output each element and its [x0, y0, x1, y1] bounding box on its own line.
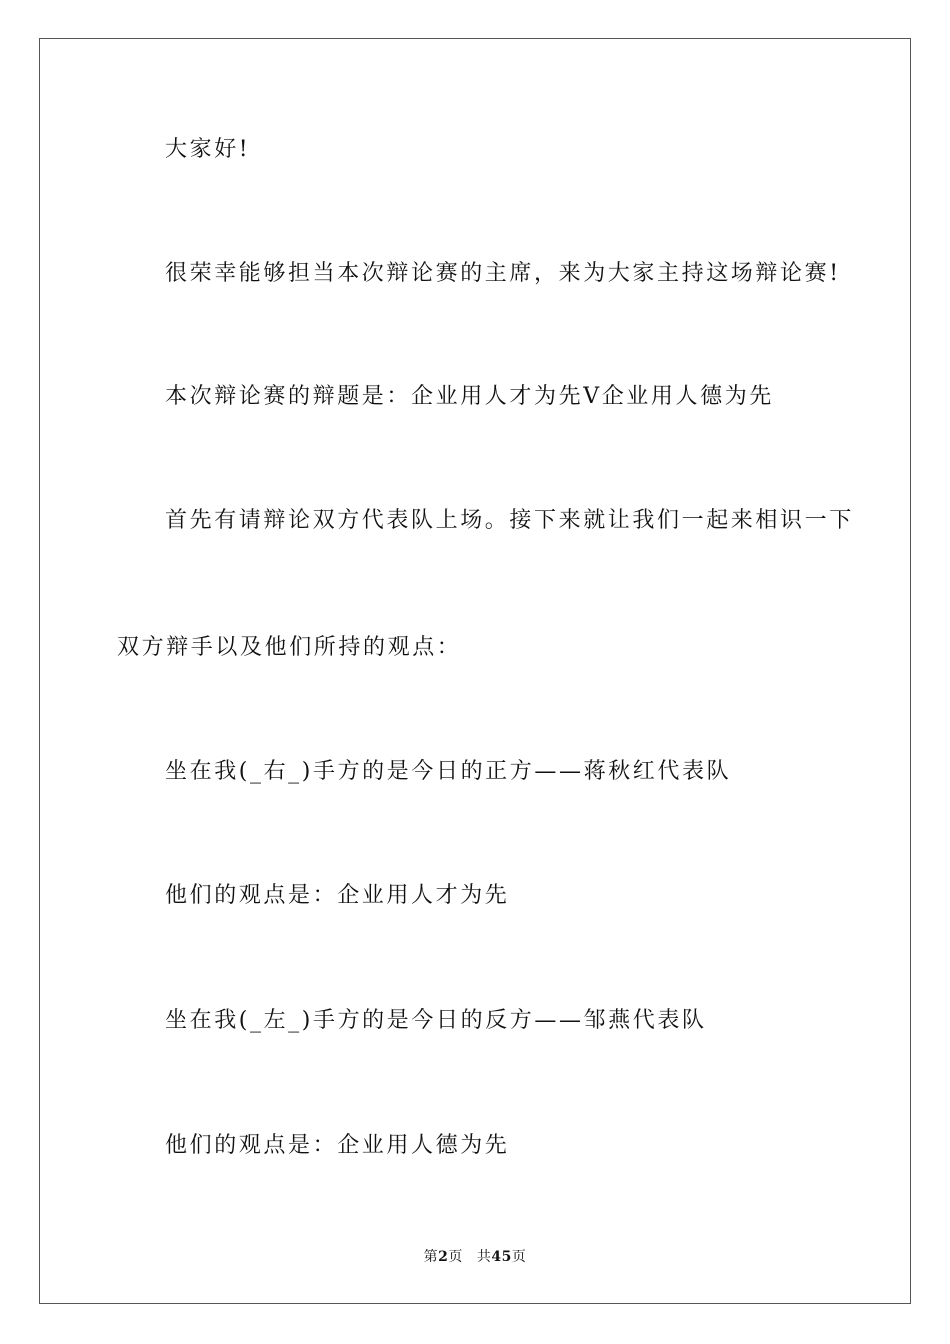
paragraph-teams-invite-continued: 双方辩手以及他们所持的观点： — [117, 635, 462, 660]
paragraph-negative-view: 他们的观点是：企业用人德为先 — [165, 1133, 510, 1158]
paragraph-greeting: 大家好! — [165, 137, 251, 162]
footer-page-number: 2 — [438, 1249, 449, 1265]
footer-total-pages: 45 — [491, 1249, 512, 1265]
paragraph-teams-invite: 首先有请辩论双方代表队上场。接下来就让我们一起来相识一下 — [165, 508, 854, 533]
page-footer — [0, 1247, 950, 1267]
paragraph-affirmative-view: 他们的观点是：企业用人才为先 — [165, 883, 510, 908]
paragraph-debate-topic: 本次辩论赛的辩题是：企业用人才为先V企业用人德为先 — [165, 384, 774, 409]
paragraph-chair-intro: 很荣幸能够担当本次辩论赛的主席，来为大家主持这场辩论赛! — [165, 261, 841, 286]
footer-total-prefix: 共 — [476, 1249, 492, 1265]
page-border — [39, 38, 911, 1304]
footer-total-suffix: 页 — [511, 1249, 527, 1265]
paragraph-negative-team: 坐在我(_左_)手方的是今日的反方——邹燕代表队 — [165, 1008, 707, 1033]
footer-page-prefix: 第 — [423, 1249, 439, 1265]
paragraph-affirmative-team: 坐在我(_右_)手方的是今日的正方——蒋秋红代表队 — [165, 759, 732, 784]
footer-page-suffix: 页 — [448, 1249, 463, 1265]
